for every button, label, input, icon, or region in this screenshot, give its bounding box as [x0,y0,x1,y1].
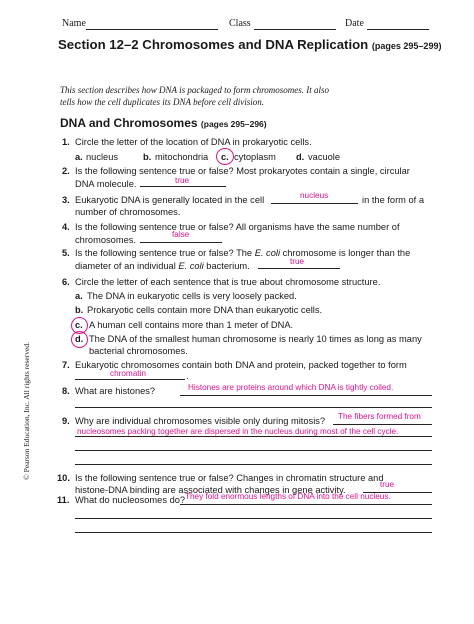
q10-line-2: histone-DNA binding are associated with changes in gene activity. [75,485,346,495]
q1-answer-circle [216,148,234,165]
q9-answer-line-2: nucleosomes packing together are dispersed in the nucleus during most of the cell cycle. [77,427,399,436]
q6-option-d-letter[interactable]: d. [75,334,84,344]
q11-answer: They fold enormous lengths of DNA into the cell nucleus. [185,492,391,501]
q9-answer-line-1: The fibers formed from [338,412,421,421]
date-label: Date [345,18,364,29]
q11-answer-field[interactable] [180,504,432,505]
q11-answer-line-2[interactable] [75,518,432,519]
q3-text-after: in the form of a [362,195,425,205]
q6-option-b-letter[interactable]: b. [75,305,84,315]
intro-line-1: This section describes how DNA is packaged to form chromosomes. It also [60,85,329,95]
q3-line-2: number of chromosomes. [75,207,181,217]
q5-number: 5. [62,248,70,258]
q3-text-before: Eukaryotic DNA is generally located in the cell [75,195,265,205]
q1-option-b-text: mitochondria [155,152,209,162]
q2-line-2: DNA molecule. [75,179,137,189]
q5-line-2 [75,260,250,272]
q6-option-d-text-2: bacterial chromosomes. [89,346,188,356]
q11-number: 11. [57,495,70,505]
q3-number: 3. [62,195,70,205]
q6-text: Circle the letter of each sentence that is true about chromosome structure. [75,277,381,287]
q1-option-a-letter[interactable]: a. [75,152,83,162]
q9-number: 9. [62,416,70,426]
page-title-pages: (pages 295–299) [371,41,442,51]
q9-answer-line-2-field[interactable] [75,436,432,437]
q8-answer: Histones are proteins around which DNA is tightly coiled. [188,383,394,392]
q5-line-1-italic: E. coli [254,248,281,258]
q7-answer: chromatin [110,369,146,378]
q5-answer-field[interactable] [258,268,340,269]
class-label: Class [229,18,251,29]
page-title [58,37,441,52]
q7-line-1: Eukaryotic chromosomes contain both DNA and protein, packed together to form [75,360,407,370]
q8-number: 8. [62,386,70,396]
q10-number: 10. [57,473,70,483]
q10-answer: true [380,480,395,489]
section-heading-text: DNA and Chromosomes [60,116,198,130]
q11-answer-line-3[interactable] [75,532,432,533]
q9-text: Why are individual chromosomes visible only during mitosis? [75,416,326,426]
q7-number: 7. [62,360,70,370]
intro-text [60,84,420,108]
class-field[interactable] [254,29,336,30]
q9-answer-line-3[interactable] [75,450,432,451]
copyright-notice: © Pearson Education, Inc. All rights reserved. [22,342,31,480]
q3-answer: nucleus [300,191,329,200]
q6-option-d-text: The DNA of the smallest human chromosome is nearly 10 times as long as many [89,334,422,344]
q8-answer-field[interactable] [180,395,432,396]
name-label: Name [62,18,86,29]
q1-option-c-letter[interactable]: c. [221,152,229,162]
q3-answer-field[interactable] [271,203,358,204]
q9-answer-field[interactable] [333,424,432,425]
q2-answer-field[interactable] [140,186,226,187]
q1-text: Circle the letter of the location of DNA in prokaryotic cells. [75,137,312,147]
section-heading-pages: (pages 295–296) [200,119,267,129]
q4-line-1: Is the following sentence true or false? All organisms have the same number of [75,222,400,232]
q5-line-2-b: bacterium. [206,261,250,271]
page-title-main: Section 12–2 Chromosomes and DNA Replication [58,37,369,52]
q5-line-2-italic: E. coli [178,261,204,271]
q1-option-d-text: vacuole [308,152,341,162]
q4-answer-field[interactable] [140,242,222,243]
q4-line-2: chromosomes. [75,235,136,245]
q6-number: 6. [62,277,70,287]
q6-option-b-text: Prokaryotic cells contain more DNA than eukaryotic cells. [87,305,323,315]
q5-answer: true [290,257,305,266]
date-field[interactable] [367,29,429,30]
q5-line-1-a: Is the following sentence true or false? The [75,248,253,258]
q6-option-a-letter[interactable]: a. [75,291,83,301]
q1-option-b-letter[interactable]: b. [143,152,152,162]
q8-text: What are histones? [75,386,156,396]
q1-option-d-letter[interactable]: d. [296,152,305,162]
q4-number: 4. [62,222,70,232]
q1-option-c-text: cytoplasm [234,152,276,162]
q9-answer-line-4[interactable] [75,464,432,465]
q4-answer: false [172,230,190,239]
q11-text: What do nucleosomes do? [75,495,186,505]
section-heading [60,116,267,130]
q2-number: 2. [62,166,70,176]
q8-answer-line-2[interactable] [75,407,432,408]
q2-line-1: Is the following sentence true or false? Most prokaryotes contain a single, circular [75,166,410,176]
q6-option-c-letter[interactable]: c. [75,320,83,330]
q5-line-1-b: chromosome is longer than the [282,248,411,258]
q10-line-1: Is the following sentence true or false? Changes in chromatin structure and [75,473,384,483]
q7-answer-field[interactable] [75,379,185,380]
q6-option-a-text: The DNA in eukaryotic cells is very loosely packed. [87,291,297,301]
q1-number: 1. [62,137,70,147]
intro-line-2: tells how the cell duplicates its DNA before cell division. [60,97,264,107]
name-field[interactable] [86,29,218,30]
q6-option-c-text: A human cell contains more than 1 meter of DNA. [89,320,294,330]
q2-answer: true [175,176,190,185]
q5-line-2-a: diameter of an individual [75,261,176,271]
q7-end: . [186,371,189,381]
q1-option-a-text: nucleus [86,152,119,162]
q5-line-1 [75,247,410,259]
